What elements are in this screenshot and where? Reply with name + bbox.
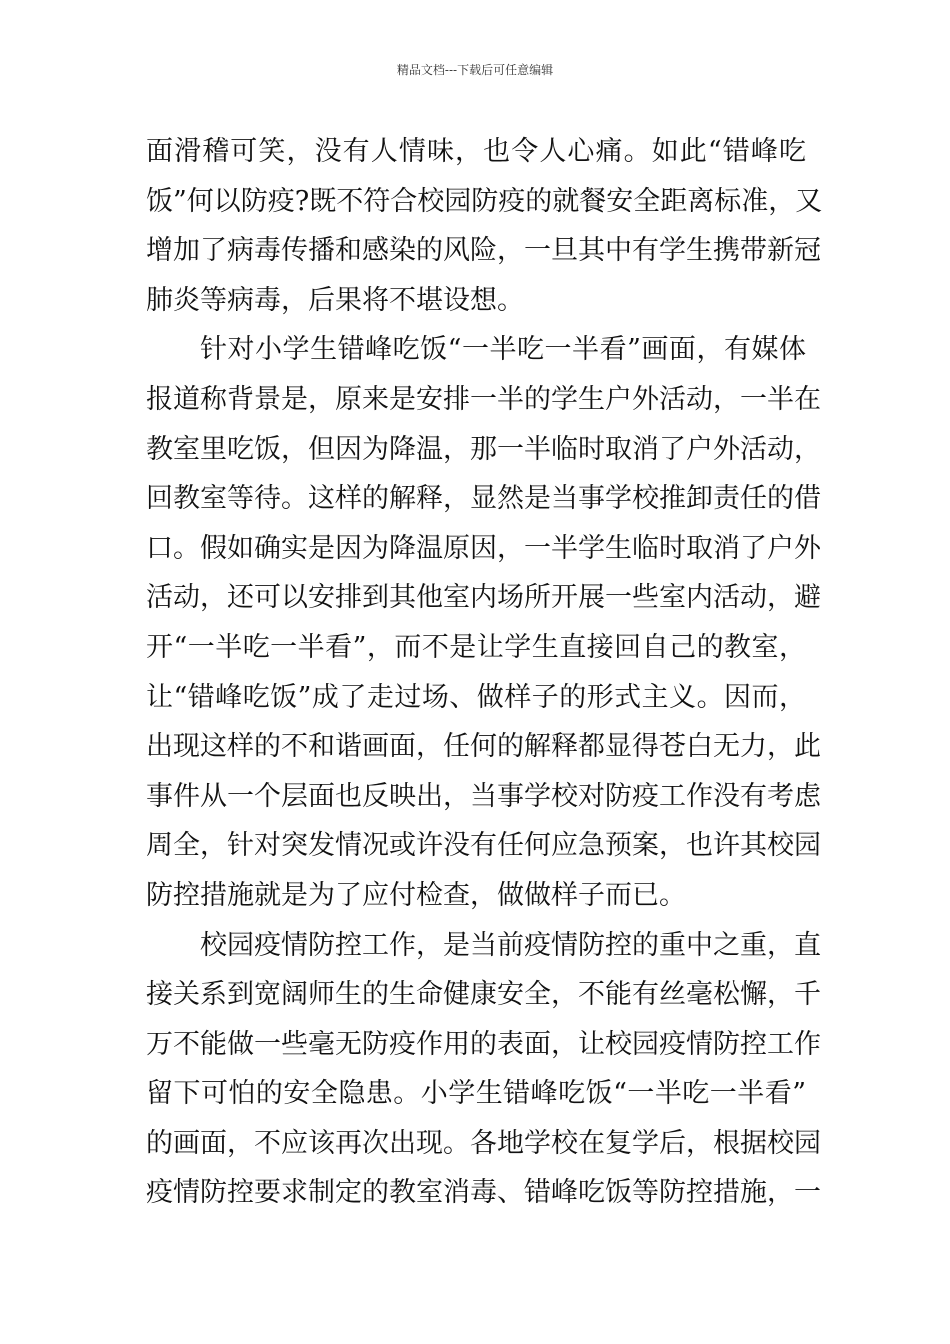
text-line: 针对小学生错峰吃饭“一半吃一半看”画面，有媒体 — [200, 334, 806, 366]
text-line: 回教室等待。这样的解释，显然是当事学校推卸责任的借 — [146, 483, 821, 515]
text-line: 教室里吃饭，但因为降温，那一半临时取消了户外活动， — [146, 433, 821, 465]
text-line: 事件从一个层面也反映出，当事学校对防疫工作没有考虑 — [146, 780, 821, 812]
text-line: 口。假如确实是因为降温原因，一半学生临时取消了户外 — [146, 532, 821, 564]
text-line: 活动，还可以安排到其他室内场所开展一些室内活动，避 — [146, 582, 821, 614]
text-line: 增加了病毒传播和感染的风险，一旦其中有学生携带新冠 — [146, 235, 821, 267]
text-line: 出现这样的不和谐画面，任何的解释都显得苍白无力，此 — [146, 731, 821, 763]
text-line: 饭”何以防疫?既不符合校园防疫的就餐安全距离标准，又 — [146, 185, 823, 217]
paragraph-3 — [146, 921, 821, 1219]
page-header: 精品文档---下载后可任意编辑 — [396, 63, 554, 77]
paragraph-1 — [146, 127, 823, 325]
text-line: 报道称背景是，原来是安排一半的学生户外活动，一半在 — [146, 383, 821, 415]
text-line: 留下可怕的安全隐患。小学生错峰吃饭“一半吃一半看” — [146, 1078, 806, 1110]
text-line: 面滑稽可笑，没有人情味，也令人心痛。如此“错峰吃 — [146, 136, 806, 167]
text-line: 的画面，不应该再次出现。各地学校在复学后，根据校园 — [146, 1127, 821, 1159]
text-line: 疫情防控要求制定的教室消毒、错峰吃饭等防控措施，一 — [146, 1177, 821, 1209]
text-line: 让“错峰吃饭”成了走过场、做样子的形式主义。因而， — [146, 681, 806, 713]
text-line: 开“一半吃一半看”，而不是让学生直接回自己的教室， — [146, 631, 806, 663]
text-line: 万不能做一些毫无防疫作用的表面，让校园疫情防控工作 — [146, 1028, 821, 1060]
text-line: 肺炎等病毒，后果将不堪设想。 — [146, 284, 524, 316]
text-line: 防控措施就是为了应付检查，做做样子而已。 — [146, 879, 686, 911]
text-line: 接关系到宽阔师生的生命健康安全，不能有丝毫松懈，千 — [146, 979, 821, 1011]
paragraph-2 — [146, 325, 821, 920]
text-line: 周全，针对突发情况或许没有任何应急预案，也许其校园 — [146, 830, 821, 862]
body-text — [146, 127, 823, 1218]
text-line: 校园疫情防控工作，是当前疫情防控的重中之重，直 — [200, 929, 821, 961]
